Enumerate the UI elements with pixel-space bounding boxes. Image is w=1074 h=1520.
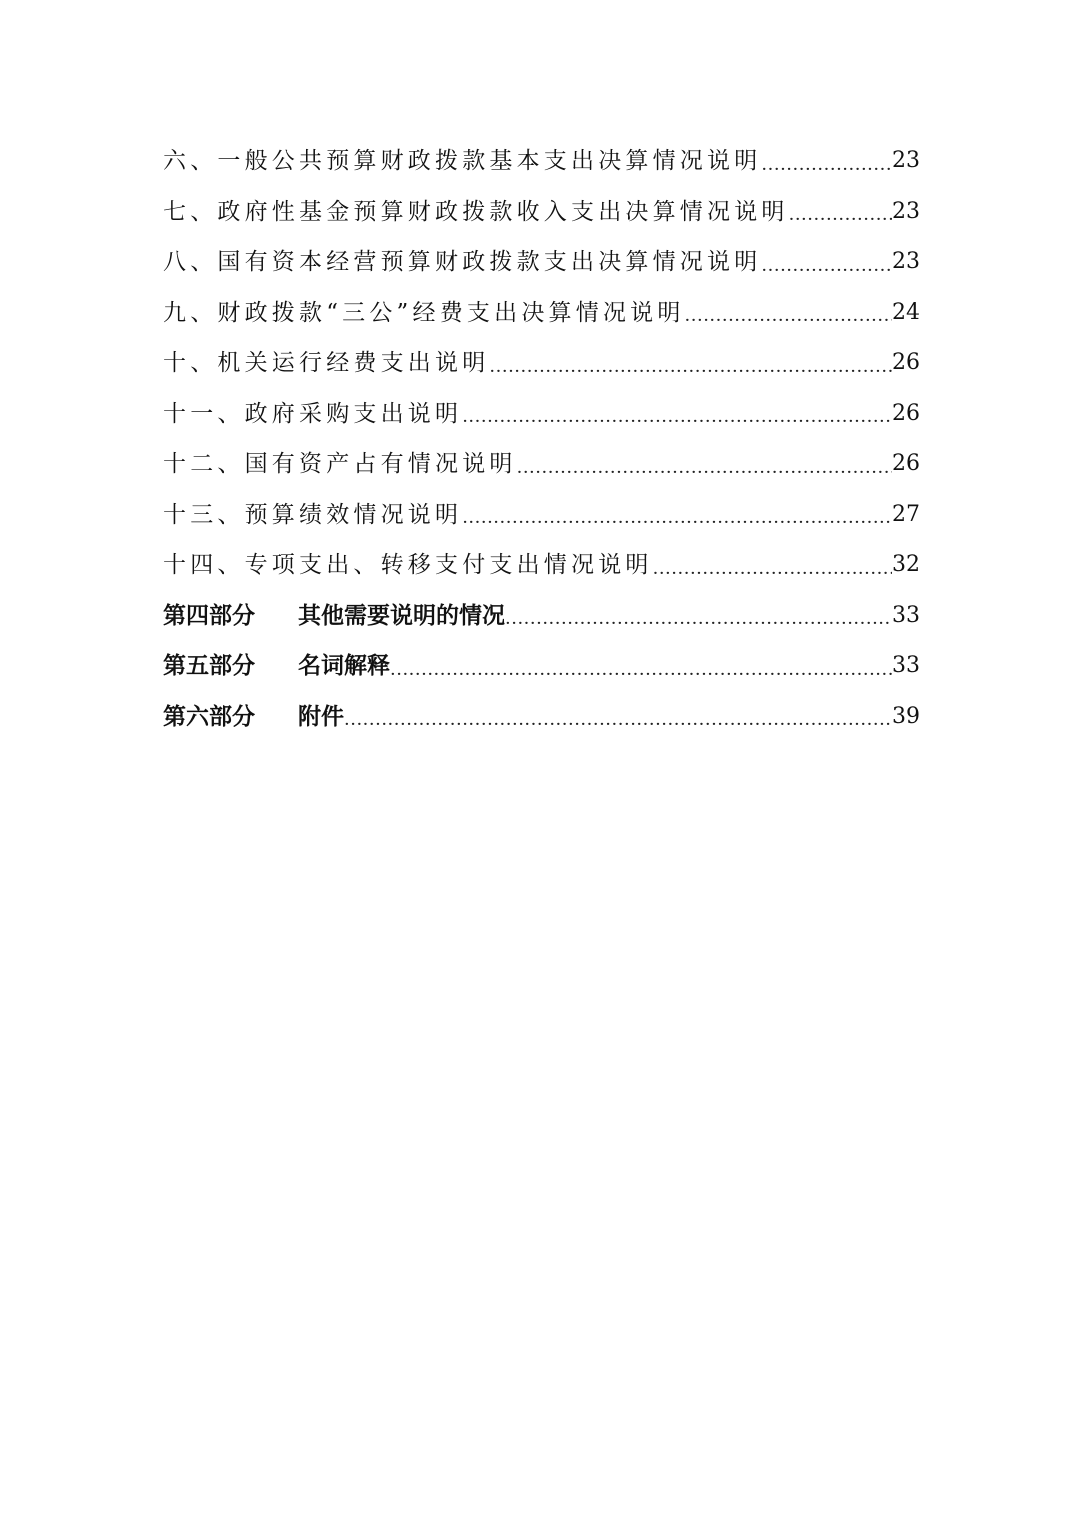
toc-entry-page: 32 (892, 552, 920, 577)
dot-leader (653, 540, 892, 591)
toc-part-page: 39 (892, 703, 920, 729)
toc-part-label (163, 641, 390, 692)
dot-leader (344, 692, 892, 743)
dot-leader (761, 136, 892, 187)
toc-entry[interactable] (163, 187, 920, 238)
toc-entry-page: 24 (892, 299, 920, 325)
toc-part-number: 第四部分 (163, 602, 255, 629)
toc-part-number: 第五部分 (163, 653, 255, 679)
toc-part-page: 33 (892, 653, 920, 678)
toc-entry[interactable] (163, 540, 920, 591)
toc-entry[interactable] (163, 136, 920, 187)
toc-entry-label: 八、国有资本经营预算财政拨款支出决算情况说明 (163, 249, 762, 275)
toc-entry[interactable] (163, 439, 920, 490)
toc-entry[interactable] (163, 389, 920, 440)
toc-entry-label: 七、政府性基金预算财政拨款收入支出决算情况说明 (163, 198, 789, 225)
toc-entry-page: 27 (892, 501, 920, 527)
toc-entry-label: 十四、专项支出、转移支付支出情况说明 (163, 552, 653, 578)
toc-part-number: 第六部分 (163, 703, 255, 730)
toc-entry-page: 23 (892, 198, 920, 224)
toc-entry[interactable] (163, 288, 920, 339)
toc-part-entry[interactable] (163, 591, 920, 642)
toc-entry-label: 十二、国有资产占有情况说明 (163, 451, 517, 477)
toc-entry-label: 九、财政拨款“三公”经费支出决算情况说明 (163, 299, 685, 326)
toc-entry[interactable] (163, 237, 920, 288)
toc-part-entry[interactable] (163, 641, 920, 692)
toc-entry-page: 23 (892, 249, 920, 274)
toc-entry[interactable] (163, 338, 920, 389)
dot-leader (761, 237, 892, 288)
toc-entry-page: 26 (892, 350, 920, 375)
toc-entry-label: 十三、预算绩效情况说明 (163, 501, 463, 528)
dot-leader (685, 288, 892, 339)
toc-entry-label: 十一、政府采购支出说明 (163, 400, 463, 427)
toc-part-title: 名词解释 (298, 653, 390, 679)
dot-leader (390, 641, 892, 692)
toc-part-entry[interactable] (163, 692, 920, 743)
toc-entry-page: 23 (892, 148, 920, 173)
dot-leader (489, 338, 892, 389)
toc-part-label (163, 591, 505, 642)
toc-entry-label: 六、一般公共预算财政拨款基本支出决算情况说明 (163, 148, 762, 174)
toc-entry-label: 十、机关运行经费支出说明 (163, 350, 490, 376)
dot-leader (505, 591, 892, 642)
dot-leader (462, 389, 892, 440)
dot-leader (462, 490, 892, 541)
toc-part-title: 附件 (298, 703, 344, 730)
dot-leader (789, 187, 892, 238)
toc-entry-page: 26 (892, 451, 920, 476)
toc-part-title: 其他需要说明的情况 (298, 602, 505, 629)
toc-entry[interactable] (163, 490, 920, 541)
toc-part-page: 33 (892, 602, 920, 628)
table-of-contents (163, 136, 920, 742)
toc-part-label (163, 692, 344, 743)
toc-entry-page: 26 (892, 400, 920, 426)
dot-leader (517, 439, 892, 490)
